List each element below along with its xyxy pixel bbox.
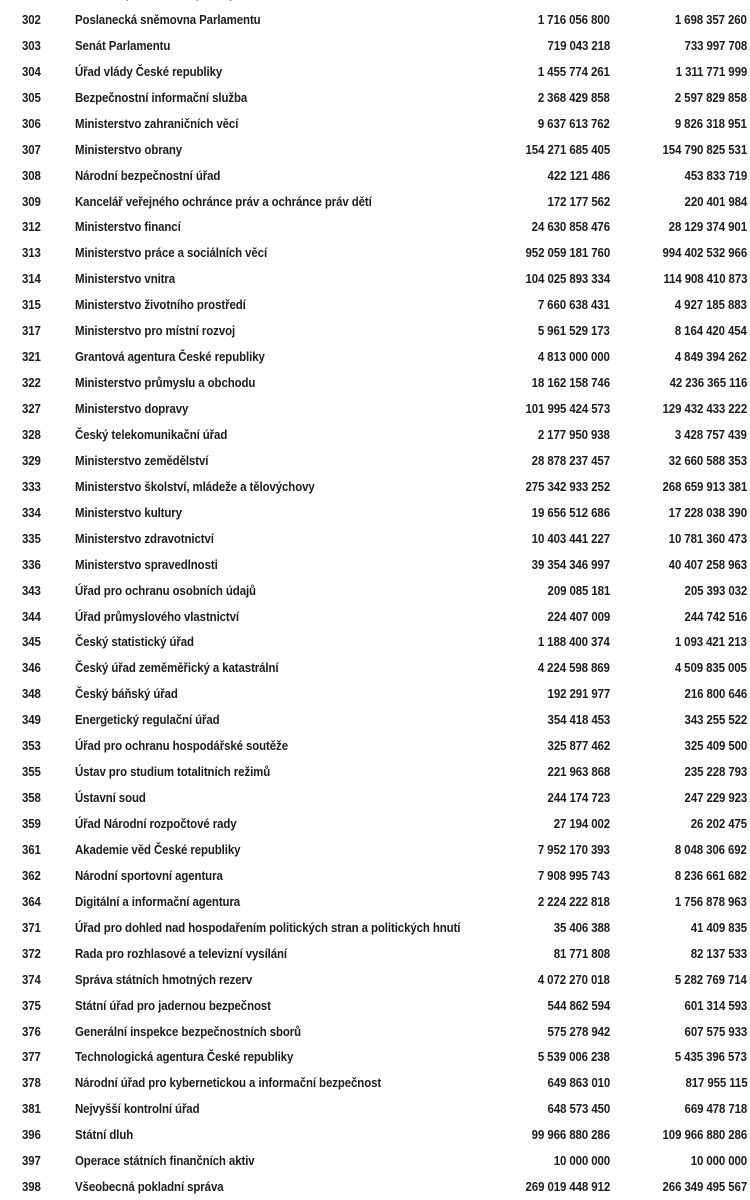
chapter-code: 378 [22,1075,41,1091]
table-row [0,578,750,604]
chapter-code: 321 [22,349,41,365]
chapter-name: Úřad pro ochranu osobních údajů [75,582,256,598]
chapter-code: 376 [22,1023,41,1039]
table-row [0,993,750,1019]
chapter-code: 349 [22,712,41,728]
table-row [0,240,750,266]
amount-col-2: 4 849 394 262 [674,349,747,365]
amount-col-2: 10 781 360 473 [668,530,747,546]
table-row [0,292,750,318]
amount-col-1: 10 403 441 227 [531,530,610,546]
table-row [0,189,750,215]
table-row [0,681,750,707]
chapter-code: 334 [22,504,41,520]
amount-col-1: 28 878 237 457 [531,452,610,468]
amount-col-2: 28 129 374 901 [668,219,747,235]
amount-col-2: 8 048 306 692 [674,841,747,857]
amount-col-1: 7 908 995 743 [537,867,610,883]
amount-col-1: 9 637 613 762 [537,115,610,131]
amount-col-2: 325 409 500 [684,738,747,754]
amount-col-1: 18 162 158 746 [531,375,610,391]
amount-col-1: 354 418 453 [547,712,610,728]
amount-col-1: 104 025 893 334 [525,271,610,287]
chapter-name: Ministerstvo vnitra [75,271,176,287]
amount-col-2: 1 756 878 963 [674,893,747,909]
chapter-name: Technologická agentura České republiky [75,1049,294,1065]
table-row [0,629,750,655]
chapter-code: 343 [22,582,41,598]
chapter-code: 305 [22,89,41,105]
amount-col-2: 247 229 923 [684,790,747,806]
chapter-name: Český telekomunikační úřad [75,426,228,442]
table-row [0,967,750,993]
chapter-name: Ústav pro studium totalitních režimů [75,764,271,780]
chapter-code: 313 [22,245,41,261]
chapter-code: 328 [22,426,41,442]
amount-col-2: 235 228 793 [684,764,747,780]
amount-col-1: 325 877 462 [547,738,610,754]
chapter-code: 303 [22,37,41,53]
table-row [0,733,750,759]
amount-col-2: 40 407 258 963 [668,556,747,572]
table-row [0,448,750,474]
chapter-name: Ministerstvo kultury [75,504,182,520]
amount-col-2: 5 282 769 714 [674,971,747,987]
amount-col-1: 269 019 448 912 [525,1179,610,1195]
chapter-name: Národní úřad pro kybernetickou a informační bezpečnost [75,1075,382,1091]
amount-col-2: 453 833 719 [684,167,747,183]
amount-col-2: 216 800 646 [684,686,747,702]
chapter-name: Ústavní soud [75,790,146,806]
chapter-code: 364 [22,893,41,909]
amount-col-1: 27 194 002 [553,816,610,831]
chapter-code: 317 [22,323,41,339]
table-row [0,370,750,396]
table-row [0,1122,750,1148]
table-row [0,266,750,292]
table-row [0,474,750,500]
amount-col-2: 129 432 433 222 [662,401,747,416]
amount-col-1: 221 963 868 [547,764,610,780]
chapter-code: 372 [22,945,41,961]
chapter-code: 377 [22,1049,41,1065]
amount-col-1: 1 188 400 374 [537,634,610,650]
amount-col-2: 205 393 032 [684,582,747,598]
chapter-code: 353 [22,738,41,754]
table-row [0,941,750,967]
table-row [0,552,750,578]
chapter-name: Ministerstvo dopravy [75,401,189,416]
table-row [0,1070,750,1096]
chapter-name: Ministerstvo zdravotnictví [75,530,214,546]
chapter-name: Státní dluh [75,1127,134,1143]
chapter-name: Úřad Národní rozpočtové rady [75,816,237,831]
chapter-name: Úřad pro dohled nad hospodařením politických stran a politických hnutí [75,919,461,935]
table-row [0,500,750,526]
chapter-code: 375 [22,997,41,1013]
amount-col-1: 4 224 598 869 [537,660,610,676]
table-row [0,1148,750,1174]
amount-col-2: 32 660 588 353 [668,452,747,468]
table-row [0,396,750,422]
table-row [0,33,750,59]
chapter-code [22,0,41,7]
amount-col-2: 17 228 038 390 [668,504,747,520]
amount-col-2: 994 402 532 966 [662,245,747,261]
amount-col-1: 224 407 009 [547,608,610,624]
amount-col-1: 1 455 774 261 [537,63,610,79]
amount-col-1: 2 224 222 818 [537,893,610,909]
table-row [0,785,750,811]
table-row [0,526,750,552]
chapter-code: 333 [22,478,41,494]
table-row [0,837,750,863]
chapter-code: 358 [22,790,41,806]
amount-col-1: 209 085 181 [547,582,610,598]
chapter-code: 314 [22,271,41,287]
chapter-name: Ministerstvo průmyslu a obchodu [75,375,256,391]
amount-col-1: 422 121 486 [547,167,610,183]
chapter-name: Český statistický úřad [75,634,194,650]
amount-col-2: 4 509 835 005 [674,660,747,676]
chapter-code: 374 [22,971,41,987]
chapter-name: Nejvyšší kontrolní úřad [75,1101,200,1117]
table-row [0,318,750,344]
chapter-code: 345 [22,634,41,650]
chapter-name: Ministerstvo zemědělství [75,452,209,468]
amount-col-2: 4 927 185 883 [674,297,747,313]
chapter-code: 381 [22,1101,41,1117]
table-row [0,1019,750,1045]
chapter-name: Úřad průmyslového vlastnictví [75,608,240,624]
amount-col-2: 3 428 757 439 [674,426,747,442]
table-row [0,59,750,85]
amount-col-2: 154 790 825 531 [662,141,747,157]
chapter-name [75,0,235,7]
chapter-name: Ministerstvo životního prostředí [75,297,246,313]
amount-col-1: 544 862 594 [547,997,610,1013]
amount-col-2: 1 093 421 213 [674,634,747,650]
chapter-name: Úřad vlády České republiky [75,63,223,79]
chapter-name: Bezpečnostní informační služba [75,89,248,105]
chapter-code: 302 [22,11,41,27]
amount-col-1: 4 072 270 018 [537,971,610,987]
chapter-code: 304 [22,63,41,79]
table-row [0,655,750,681]
amount-col-1: 4 813 000 000 [537,349,610,365]
table-row [0,214,750,240]
chapter-code: 355 [22,764,41,780]
chapter-name: Úřad pro ochranu hospodářské soutěže [75,738,288,754]
amount-col-1: 99 966 880 286 [531,1127,610,1143]
amount-col-1: 10 000 000 [553,1153,610,1169]
chapter-name: Akademie věd České republiky [75,841,241,857]
chapter-name: Energetický regulační úřad [75,712,220,728]
chapter-name: Ministerstvo školství, mládeže a tělovýchovy [75,478,315,494]
chapter-code: 361 [22,841,41,857]
chapter-name: Státní úřad pro jadernou bezpečnost [75,997,271,1013]
amount-col-2: 8 236 661 682 [674,867,747,883]
chapter-code: 312 [22,219,41,235]
amount-col-1: 5 961 529 173 [537,323,610,339]
amount-col-1: 7 952 170 393 [537,841,610,857]
chapter-name: Ministerstvo práce a sociálních věcí [75,245,268,261]
chapter-name: Senát Parlamentu [75,37,171,53]
chapter-code: 396 [22,1127,41,1143]
table-row [0,1174,750,1200]
table-row [0,111,750,137]
amount-col-1: 19 656 512 686 [531,504,610,520]
amount-col-2: 266 349 495 567 [662,1179,747,1195]
chapter-code: 307 [22,141,41,157]
chapter-name: Poslanecká sněmovna Parlamentu [75,11,261,27]
table-row [0,811,750,837]
amount-col-2: 220 401 984 [684,193,747,209]
amount-col-1: 39 354 346 997 [531,556,610,572]
chapter-code: 398 [22,1179,41,1195]
chapter-name: Grantová agentura České republiky [75,349,265,365]
table-row [0,1044,750,1070]
chapter-name: Generální inspekce bezpečnostních sborů [75,1023,302,1039]
chapter-code: 327 [22,401,41,416]
amount-col-1: 1 716 056 800 [537,11,610,27]
chapter-name: Národní bezpečnostní úřad [75,167,221,183]
table-row [0,889,750,915]
amount-col-2: 109 966 880 286 [662,1127,747,1143]
chapter-name: Všeobecná pokladní správa [75,1179,224,1195]
chapter-code: 362 [22,867,41,883]
amount-col-1: 172 177 562 [547,193,610,209]
amount-col-2: 42 236 365 116 [669,375,747,391]
amount-col-2: 607 575 933 [684,1023,747,1039]
chapter-code: 315 [22,297,41,313]
amount-col-1: 81 771 808 [553,945,610,961]
amount-col-2: 9 826 318 951 [674,115,747,131]
table-row [0,163,750,189]
chapter-name: Ministerstvo pro místní rozvoj [75,323,236,339]
table-row [0,422,750,448]
amount-col-2: 817 955 115 [684,1075,747,1091]
amount-col-2: 601 314 593 [684,997,747,1013]
table-row [0,85,750,111]
table-row [0,915,750,941]
amount-col-2: 2 597 829 858 [674,89,747,105]
chapter-code: 335 [22,530,41,546]
amount-col-2: 244 742 516 [684,608,747,624]
table-row [0,707,750,733]
amount-col-1: 35 406 388 [553,919,610,935]
chapter-code: 344 [22,608,41,624]
chapter-name: Český báňský úřad [75,686,178,702]
chapter-code: 359 [22,816,41,831]
amount-col-1: 5 539 006 238 [537,1049,610,1065]
amount-col-1: 2 368 429 858 [537,89,610,105]
chapter-name: Rada pro rozhlasové a televizní vysílání [75,945,288,961]
amount-col-2: 268 659 913 381 [662,478,747,494]
chapter-code: 309 [22,193,41,209]
chapter-name: Kancelář veřejného ochránce práv a ochránce práv dětí [75,193,372,209]
amount-col-1: 7 660 638 431 [537,297,610,313]
chapter-name: Správa státních hmotných rezerv [75,971,253,987]
table-row [0,863,750,889]
chapter-code: 336 [22,556,41,572]
amount-col-1: 244 174 723 [547,790,610,806]
chapter-name: Digitální a informační agentura [75,893,241,909]
amount-col-1: 575 278 942 [547,1023,610,1039]
amount-col-2: 733 997 708 [684,37,747,53]
table-row-partial [0,0,750,7]
chapter-name: Ministerstvo spravedlnosti [75,556,218,572]
amount-col-2: 10 000 000 [690,1153,747,1169]
amount-col-2: 114 908 410 873 [663,271,747,287]
chapter-code: 308 [22,167,41,183]
table-row [0,344,750,370]
amount-col-1: 2 177 950 938 [537,426,610,442]
chapter-code: 306 [22,115,41,131]
chapter-code: 371 [22,919,41,935]
chapter-name: Národní sportovní agentura [75,867,223,883]
chapter-name: Český úřad zeměměřický a katastrální [75,660,279,676]
amount-col-1: 649 863 010 [547,1075,610,1091]
amount-col-2: 8 164 420 454 [674,323,747,339]
amount-col-1: 648 573 450 [547,1101,610,1117]
amount-col-1: 154 271 685 405 [525,141,610,157]
chapter-code: 397 [22,1153,41,1169]
amount-col-1: 192 291 977 [547,686,610,702]
amount-col-2: 26 202 475 [690,816,747,831]
table-row [0,7,750,33]
amount-col-2: 41 409 835 [690,919,747,935]
table-row [0,759,750,785]
amount-col-1: 101 995 424 573 [525,401,610,416]
chapter-code: 322 [22,375,41,391]
chapter-name: Ministerstvo zahraničních věcí [75,115,239,131]
chapter-name: Ministerstvo financí [75,219,181,235]
chapter-code: 329 [22,452,41,468]
amount-col-2: 1 311 771 999 [675,63,747,79]
table-row [0,137,750,163]
chapter-code: 346 [22,660,41,676]
amount-col-1: 24 630 858 476 [531,219,610,235]
amount-col-1: 952 059 181 760 [525,245,610,261]
amount-col-1: 275 342 933 252 [525,478,610,494]
chapter-code: 348 [22,686,41,702]
table-row [0,604,750,630]
amount-col-2: 669 478 718 [684,1101,747,1117]
amount-col-2: 343 255 522 [684,712,747,728]
amount-col-1: 719 043 218 [547,37,610,53]
chapter-name: Ministerstvo obrany [75,141,183,157]
table-row [0,1096,750,1122]
chapter-name: Operace státních finančních aktiv [75,1153,255,1169]
amount-col-2: 1 698 357 260 [674,11,747,27]
amount-col-2: 5 435 396 573 [674,1049,747,1065]
amount-col-2: 82 137 533 [690,945,747,961]
